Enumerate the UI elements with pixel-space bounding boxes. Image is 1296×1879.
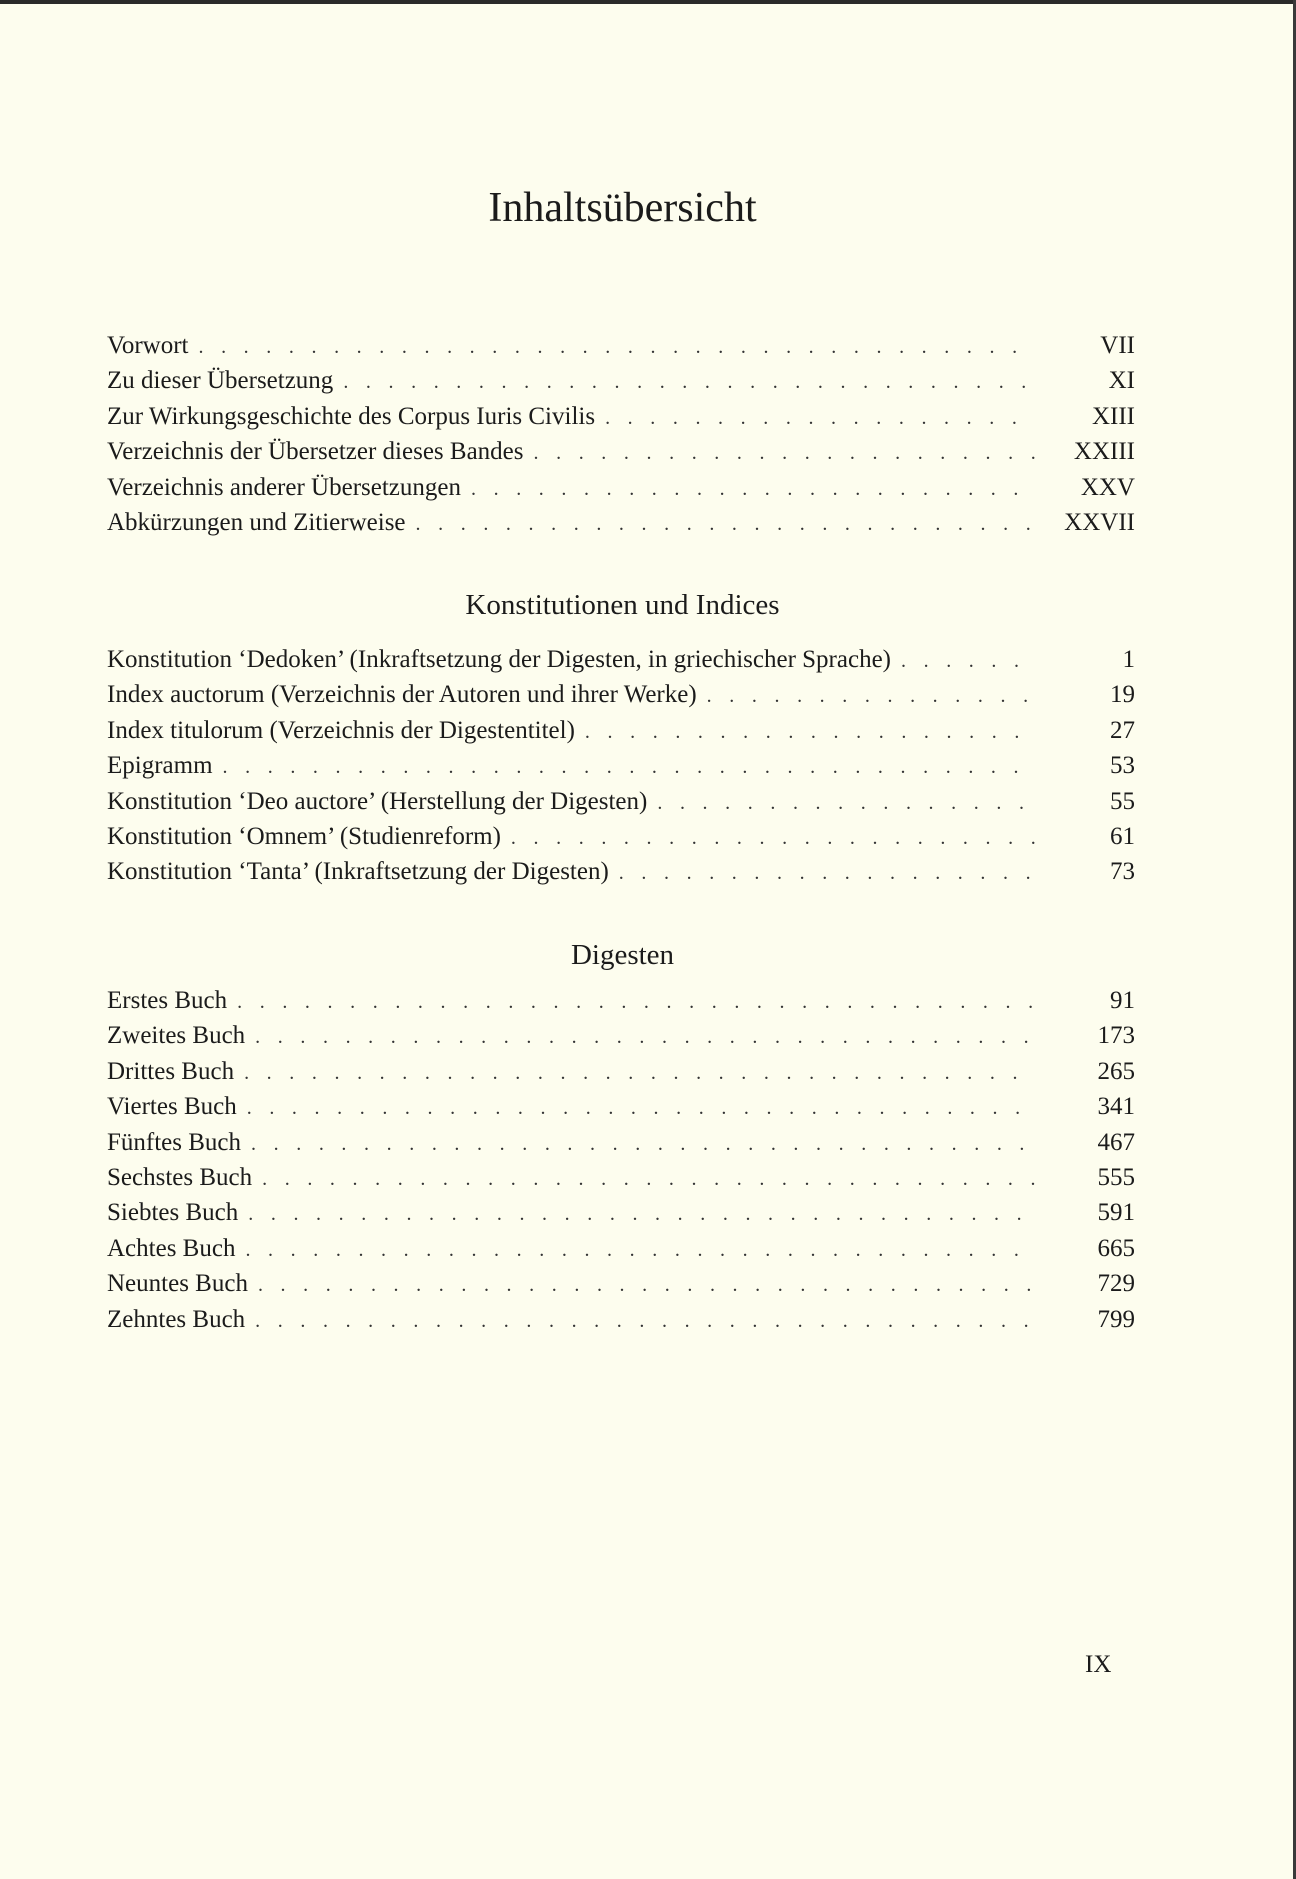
section-heading-konstitutionen: Konstitutionen und Indices (465, 589, 780, 621)
toc-entry-title: Zu dieser Übersetzung (107, 367, 334, 395)
toc-entry (107, 854, 1135, 889)
toc-entry (107, 1089, 1135, 1124)
toc-entry-title: Achtes Buch (107, 1234, 236, 1262)
section-heading-digesten: Digesten (570, 939, 675, 971)
digesten-list (107, 983, 1135, 1337)
toc-entry-page: 555 (1097, 1163, 1135, 1191)
toc-entry-page: 591 (1097, 1199, 1135, 1227)
toc-entry-page: 1 (1122, 646, 1135, 673)
toc-entry (107, 399, 1135, 434)
toc-entry-page: XXV (1080, 473, 1135, 501)
dot-leader (471, 472, 1035, 507)
dot-leader (255, 1304, 1035, 1339)
dot-leader (262, 1162, 1035, 1197)
toc-entry (107, 1302, 1135, 1337)
toc-entry (107, 1195, 1135, 1230)
toc-entry-title: Sechstes Buch (107, 1163, 253, 1191)
dot-leader (223, 750, 1035, 785)
toc-entry-title: Index auctorum (Verzeichnis der Autoren und ihrer Werke) (107, 681, 697, 709)
dot-leader (258, 1268, 1035, 1303)
toc-entry-title: Verzeichnis der Übersetzer dieses Bandes (107, 438, 524, 466)
toc-entry-page: 799 (1097, 1305, 1135, 1333)
toc-entry-title: Fünftes Buch (107, 1128, 242, 1156)
dot-leader (248, 1197, 1035, 1232)
toc-entry-title: Vorwort (107, 332, 189, 359)
toc-entry (107, 1266, 1135, 1301)
toc-entry (107, 1018, 1135, 1053)
toc-entry (107, 819, 1135, 854)
toc-entry (107, 1160, 1135, 1195)
toc-entry (107, 1054, 1135, 1089)
toc-entry-page: XXVII (1064, 508, 1135, 536)
toc-entry (107, 784, 1135, 819)
konstitutionen-list (107, 642, 1135, 890)
dot-leader (237, 985, 1035, 1020)
toc-entry-title: Verzeichnis anderer Übersetzungen (107, 473, 461, 501)
page-top-edge (0, 0, 1296, 4)
toc-entry-title: Konstitution ‘Deo auctore’ (Herstellung der Digesten) (107, 787, 648, 815)
toc-entry-title: Zweites Buch (107, 1022, 246, 1050)
toc-entry-title: Index titulorum (Verzeichnis der Digestentitel) (107, 716, 575, 744)
toc-entry-title: Viertes Buch (107, 1093, 237, 1121)
toc-entry-page: 173 (1097, 1022, 1135, 1050)
dot-leader (251, 1127, 1035, 1162)
dot-leader (657, 786, 1035, 821)
toc-entry (107, 713, 1135, 748)
toc-entry-page: XI (1108, 367, 1135, 395)
toc-entry-title: Siebtes Buch (107, 1199, 239, 1227)
toc-entry (107, 328, 1135, 363)
toc-entry-title: Erstes Buch (107, 987, 228, 1014)
dot-leader (901, 644, 1035, 679)
toc-entry-title: Zehntes Buch (107, 1305, 246, 1333)
toc-entry-page: 91 (1110, 987, 1135, 1014)
toc-entry (107, 677, 1135, 712)
toc-entry-title: Konstitution ‘Dedoken’ (Inkraftsetzung der Digesten, in griechischer Sprache) (107, 646, 891, 673)
dot-leader (247, 1091, 1035, 1126)
toc-entry (107, 363, 1135, 398)
toc-entry-title: Neuntes Buch (107, 1270, 248, 1298)
page-title: Inhaltsübersicht (488, 185, 757, 231)
toc-entry-title: Epigramm (107, 752, 213, 780)
toc-entry (107, 983, 1135, 1018)
toc-entry-page: XIII (1091, 402, 1135, 430)
toc-entry-page: 265 (1097, 1057, 1135, 1085)
toc-entry-page: VII (1100, 332, 1135, 359)
toc-entry-title: Drittes Buch (107, 1057, 235, 1085)
dot-leader (534, 436, 1036, 471)
dot-leader (416, 507, 1035, 542)
toc-entry-page: XXIII (1073, 438, 1135, 466)
dot-leader (255, 1020, 1035, 1055)
toc-entry-page: 467 (1097, 1128, 1135, 1156)
toc-entry-page: 73 (1110, 858, 1135, 886)
toc-entry-title: Konstitution ‘Omnem’ (Studienreform) (107, 822, 501, 850)
toc-entry (107, 470, 1135, 505)
page-number: IX (1085, 1651, 1112, 1678)
toc-entry-page: 665 (1097, 1234, 1135, 1262)
dot-leader (343, 365, 1035, 400)
dot-leader (244, 1056, 1035, 1091)
toc-entry-page: 53 (1110, 752, 1135, 780)
toc-entry (107, 748, 1135, 783)
toc-entry-title: Zur Wirkungsgeschichte des Corpus Iuris Civilis (107, 402, 596, 430)
front-matter-list (107, 328, 1135, 540)
toc-entry-page: 55 (1110, 787, 1135, 815)
toc-entry-title: Abkürzungen und Zitierweise (107, 508, 406, 536)
toc-entry-page: 729 (1097, 1270, 1135, 1298)
toc-entry (107, 642, 1135, 677)
toc-entry (107, 505, 1135, 540)
toc-entry (107, 434, 1135, 469)
toc-entry-page: 19 (1110, 681, 1135, 709)
toc-entry-page: 341 (1097, 1093, 1135, 1121)
toc-entry-title: Konstitution ‘Tanta’ (Inkraftsetzung der Digesten) (107, 858, 609, 886)
dot-leader (198, 330, 1035, 365)
dot-leader (585, 715, 1035, 750)
toc-entry-page: 27 (1110, 716, 1135, 744)
toc-entry-page: 61 (1110, 822, 1135, 850)
toc-entry (107, 1231, 1135, 1266)
dot-leader (605, 401, 1035, 436)
dot-leader (245, 1233, 1035, 1268)
dot-leader (511, 821, 1035, 856)
dot-leader (619, 856, 1035, 891)
toc-entry (107, 1125, 1135, 1160)
dot-leader (707, 679, 1035, 714)
